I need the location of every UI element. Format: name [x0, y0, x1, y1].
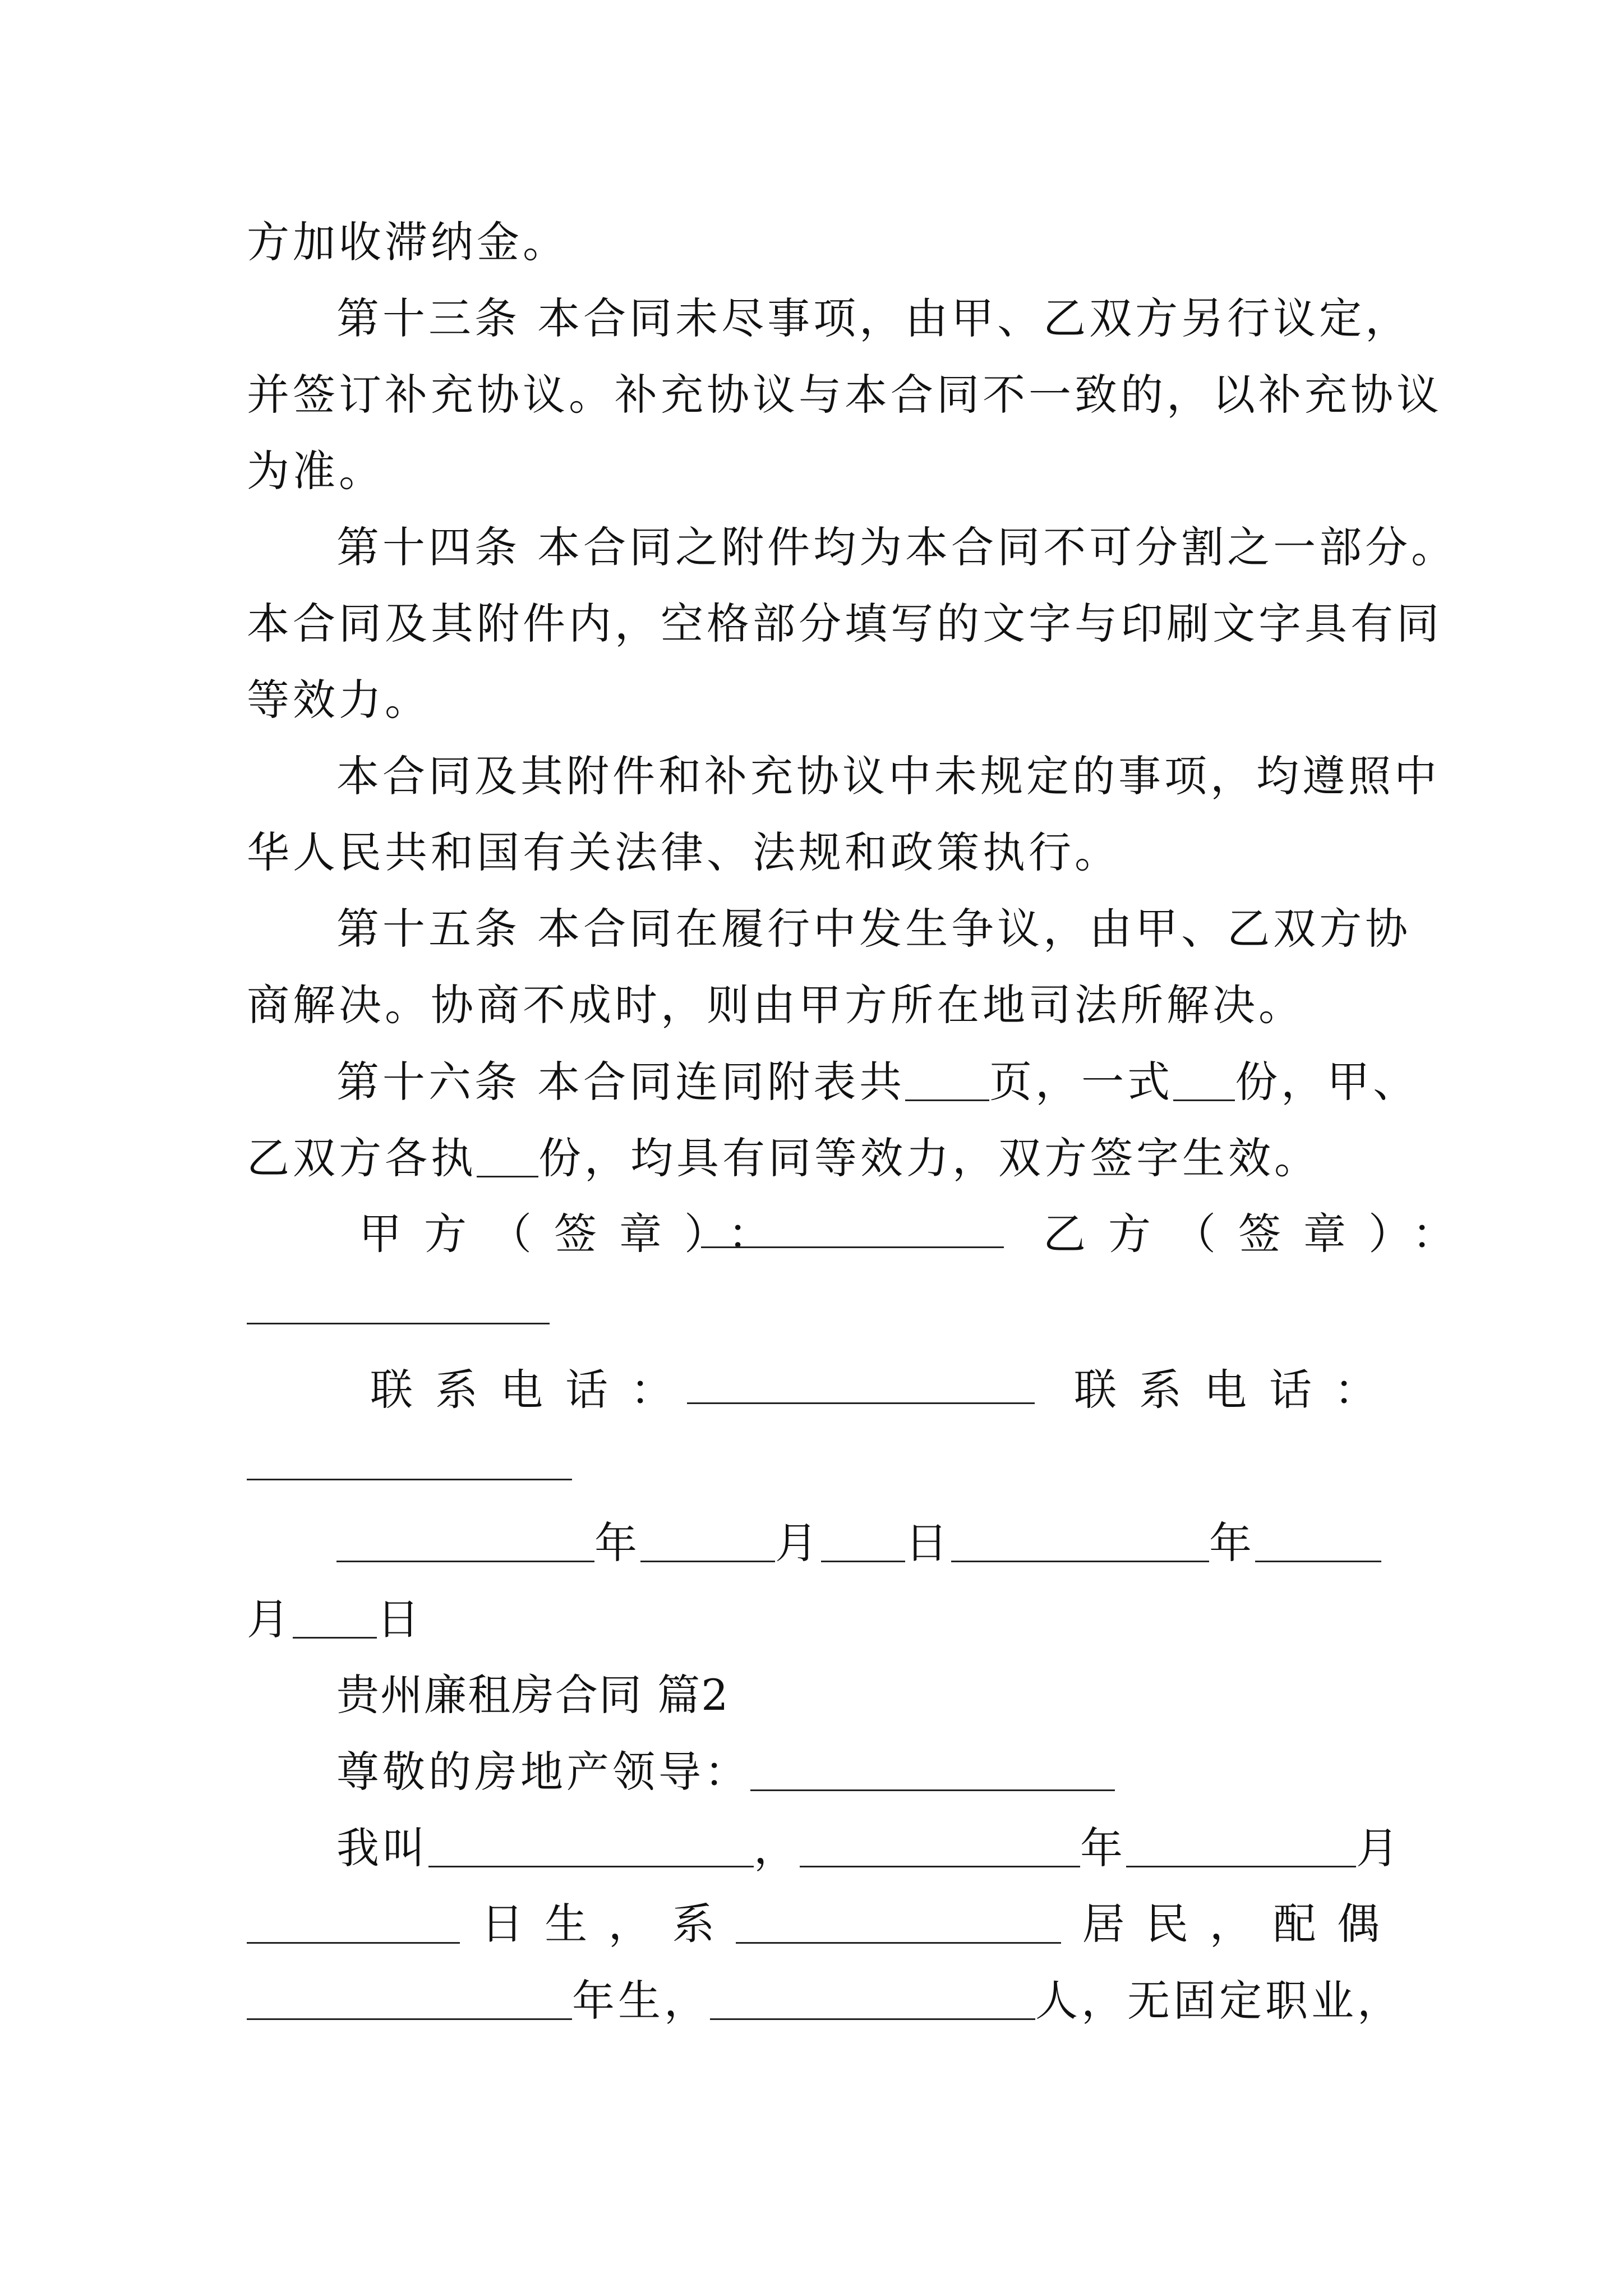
party-a-phone-label: 联系电话：	[370, 1365, 695, 1415]
pages-blank[interactable]	[905, 1060, 989, 1101]
date-b-month-blank[interactable]	[1255, 1521, 1381, 1562]
year-label: 年	[1209, 1518, 1255, 1568]
month-label: 月	[247, 1594, 293, 1644]
party-a-seal-label: 甲方（签章）：	[359, 1209, 793, 1259]
paragraph-text: 乙双方各执	[247, 1133, 477, 1183]
paragraph-line: 商解决。协商不成时，则由甲方所在地司法所解决。	[247, 980, 1304, 1030]
intro-text: ，	[754, 1823, 800, 1873]
date-b-day-blank[interactable]	[293, 1598, 377, 1639]
birth-line	[247, 1899, 1380, 1949]
date-line	[336, 1518, 1381, 1568]
birth-text: 系	[672, 1899, 715, 1949]
date-line	[247, 1594, 423, 1644]
salutation-text: 尊敬的房地产领导：	[336, 1747, 750, 1797]
residence-blank[interactable]	[736, 1903, 1061, 1944]
birth-text: 配	[1273, 1899, 1316, 1949]
birth-month-blank[interactable]	[1126, 1826, 1356, 1867]
birth-text: 偶	[1336, 1899, 1380, 1949]
month-label: 月	[775, 1518, 821, 1568]
birth-year-blank[interactable]	[800, 1826, 1080, 1867]
recipient-blank[interactable]	[750, 1750, 1115, 1791]
article-15-line: 第十五条 本合同在履行中发生争议，由甲、乙双方协	[336, 904, 1412, 954]
birth-text: 生	[545, 1899, 588, 1949]
spouse-origin-blank[interactable]	[710, 1979, 1035, 2020]
copies-blank[interactable]	[1173, 1060, 1235, 1101]
intro-line	[336, 1823, 1402, 1873]
spouse-text: 人，无固定职业，	[1035, 1976, 1403, 2026]
birth-text: 日	[481, 1899, 524, 1949]
intro-text: 年	[1080, 1823, 1126, 1873]
year-label: 年	[594, 1518, 640, 1568]
party-b-phone-blank[interactable]	[247, 1479, 572, 1480]
paragraph-line: 华人民共和国有关法律、法规和政策执行。	[247, 827, 1121, 877]
paragraph-line: 方加收滞纳金。	[247, 217, 569, 267]
day-label: 日	[905, 1518, 951, 1568]
party-b-phone-label: 联系电话：	[1074, 1365, 1399, 1415]
article-16-text: 页，一式	[989, 1057, 1174, 1107]
birth-text: ，	[1209, 1899, 1252, 1949]
paragraph-line: 本合同及其附件和补充协议中未规定的事项，均遵照中	[336, 751, 1440, 801]
birth-text: ，	[608, 1899, 651, 1949]
birth-text: 居	[1082, 1899, 1125, 1949]
date-b-year-blank[interactable]	[951, 1521, 1209, 1562]
birth-day-blank[interactable]	[247, 1903, 460, 1944]
paragraph-line	[247, 1133, 1320, 1183]
spouse-text: 年生，	[572, 1976, 710, 2026]
each-copies-blank[interactable]	[477, 1137, 538, 1177]
spouse-line	[247, 1976, 1403, 2026]
paragraph-line: 本合同及其附件内，空格部分填写的文字与印刷文字具有同	[247, 599, 1442, 648]
party-a-seal-blank[interactable]	[701, 1246, 1004, 1248]
article-16-line	[336, 1057, 1419, 1107]
intro-text: 我叫	[336, 1823, 428, 1873]
paragraph-line: 为准。	[247, 446, 385, 496]
article-16-text: 份，甲、	[1235, 1057, 1419, 1107]
date-a-day-blank[interactable]	[821, 1521, 905, 1562]
party-b-seal-label: 乙方（签章）：	[1043, 1209, 1477, 1259]
spouse-year-blank[interactable]	[247, 1979, 572, 2020]
paragraph-line: 并签订补充协议。补充协议与本合同不一致的，以补充协议	[247, 370, 1442, 420]
paragraph-line: 等效力。	[247, 675, 431, 725]
paragraph-text: 份，均具有同等效力，双方签字生效。	[538, 1133, 1320, 1183]
date-a-year-blank[interactable]	[336, 1521, 594, 1562]
date-a-month-blank[interactable]	[640, 1521, 775, 1562]
party-b-seal-blank[interactable]	[247, 1323, 550, 1324]
party-a-phone-blank[interactable]	[687, 1402, 1035, 1404]
article-13-line: 第十三条 本合同未尽事项，由甲、乙双方另行议定，	[336, 293, 1412, 343]
intro-text: 月	[1356, 1823, 1402, 1873]
name-blank[interactable]	[428, 1826, 754, 1867]
day-label: 日	[377, 1594, 423, 1644]
article-16-text: 第十六条 本合同连同附表共	[336, 1057, 906, 1107]
article-14-line: 第十四条 本合同之附件均为本合同不可分割之一部分。	[336, 522, 1458, 572]
salutation-line	[336, 1747, 1115, 1797]
section-title: 贵州廉租房合同 篇2	[336, 1670, 730, 1720]
birth-text: 民	[1146, 1899, 1189, 1949]
